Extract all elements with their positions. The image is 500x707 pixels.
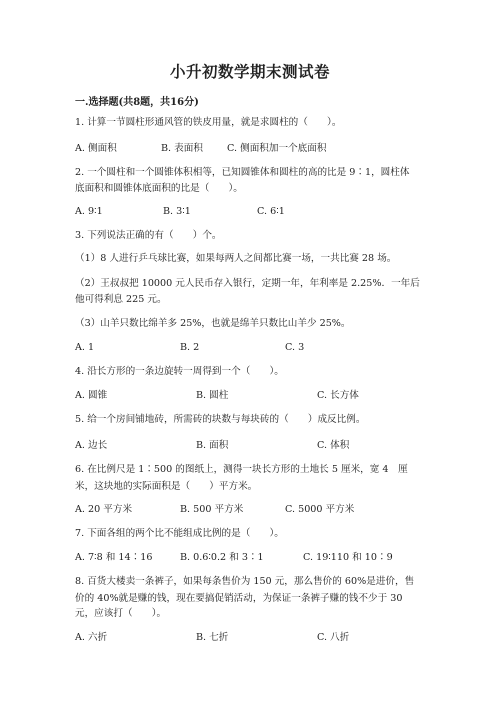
question-3-statement-3: （3）山羊只数比绵羊多 25%，也就是绵羊只数比山羊少 25%。 xyxy=(75,318,351,329)
question-2-option-c[interactable]: C. 6∶1 xyxy=(257,206,285,217)
question-6-option-c[interactable]: C. 5000 平方米 xyxy=(285,504,355,515)
question-7-text: 7. 下面各组的两个比不能组成比例的是（ ）。 xyxy=(75,528,284,539)
question-5-option-b[interactable]: B. 面积 xyxy=(196,440,229,451)
question-8-option-c[interactable]: C. 八折 xyxy=(317,632,350,643)
question-7-option-a[interactable]: A. 7∶8 和 14∶16 xyxy=(75,552,153,563)
question-4-text: 4. 沿长方形的一条边旋转一周得到一个（ ）。 xyxy=(75,366,284,377)
question-6-text-line-2: 米，这块地的实际面积是（ ）平方米。 xyxy=(75,481,258,492)
question-8-option-a[interactable]: A. 六折 xyxy=(75,632,108,643)
question-3-text: 3. 下列说法正确的有（ ）个。 xyxy=(75,230,222,241)
question-3-option-a[interactable]: A. 1 xyxy=(75,342,95,353)
question-3-statement-1: （1）8 人进行乒乓球比赛，如果每两人之间都比赛一场，一共比赛 28 场。 xyxy=(75,253,397,264)
question-6-option-a[interactable]: A. 20 平方米 xyxy=(75,504,133,515)
question-6-text-line-1: 6. 在比例尺是 1∶500 的图纸上，测得一块长方形的土地长 5 厘米，宽 4 厘 xyxy=(75,464,408,475)
question-4-option-c[interactable]: C. 长方体 xyxy=(317,390,359,401)
question-1-option-b[interactable]: B. 表面积 xyxy=(161,143,203,154)
section-heading: 一.选择题(共8题，共16分) xyxy=(75,97,199,108)
page-title: 小升初数学期末测试卷 xyxy=(169,62,330,81)
question-2-text-line-1: 2. 一个圆柱和一个圆锥体积相等，已知圆锥体和圆柱的高的比是 9∶1，圆柱体 xyxy=(75,167,410,178)
question-3-option-c[interactable]: C. 3 xyxy=(285,342,305,353)
question-4-option-a[interactable]: A. 圆锥 xyxy=(75,390,108,401)
question-7-option-b[interactable]: B. 0.6∶0.2 和 3∶1 xyxy=(180,552,264,563)
question-3-statement-2-line-1: （2）王叔叔把 10000 元人民币存入银行，定期一年，年利率是 2.25%．一年后 xyxy=(75,278,420,289)
question-4-option-b[interactable]: B. 圆柱 xyxy=(196,390,229,401)
question-8-text-line-1: 8. 百货大楼卖一条裤子，如果每条售价为 150 元，那么售价的 60%是进价，售 xyxy=(75,576,415,587)
question-1-option-c[interactable]: C. 侧面积加一个底面积 xyxy=(227,143,327,154)
question-8-text-line-2: 价的 40%就是赚的钱，现在要搞促销活动，为保证一条裤子赚的钱不少于 30 xyxy=(75,593,403,604)
question-5-option-a[interactable]: A. 边长 xyxy=(75,440,108,451)
question-6-option-b[interactable]: B. 500 平方米 xyxy=(180,504,244,515)
question-2-option-b[interactable]: B. 3∶1 xyxy=(163,206,191,217)
question-2-option-a[interactable]: A. 9∶1 xyxy=(75,206,103,217)
question-8-text-line-3: 元，应该打（ ）。 xyxy=(75,608,167,619)
question-1-option-a[interactable]: A. 侧面积 xyxy=(75,143,117,154)
question-5-text: 5. 给一个房间铺地砖，所需砖的块数与每块砖的（ ）成反比例。 xyxy=(75,414,366,425)
question-1-text: 1. 计算一节圆柱形通风管的铁皮用量，就是求圆柱的（ ）。 xyxy=(75,117,342,128)
question-7-option-c[interactable]: C. 19∶110 和 10∶9 xyxy=(303,552,393,563)
question-3-statement-2-line-2: 他可得利息 225 元。 xyxy=(75,294,167,305)
question-8-option-b[interactable]: B. 七折 xyxy=(196,632,229,643)
question-2-text-line-2: 底面积和圆锥体底面积的比是（ ）。 xyxy=(75,183,243,194)
question-5-option-c[interactable]: C. 体积 xyxy=(317,440,350,451)
question-3-option-b[interactable]: B. 2 xyxy=(180,342,200,353)
